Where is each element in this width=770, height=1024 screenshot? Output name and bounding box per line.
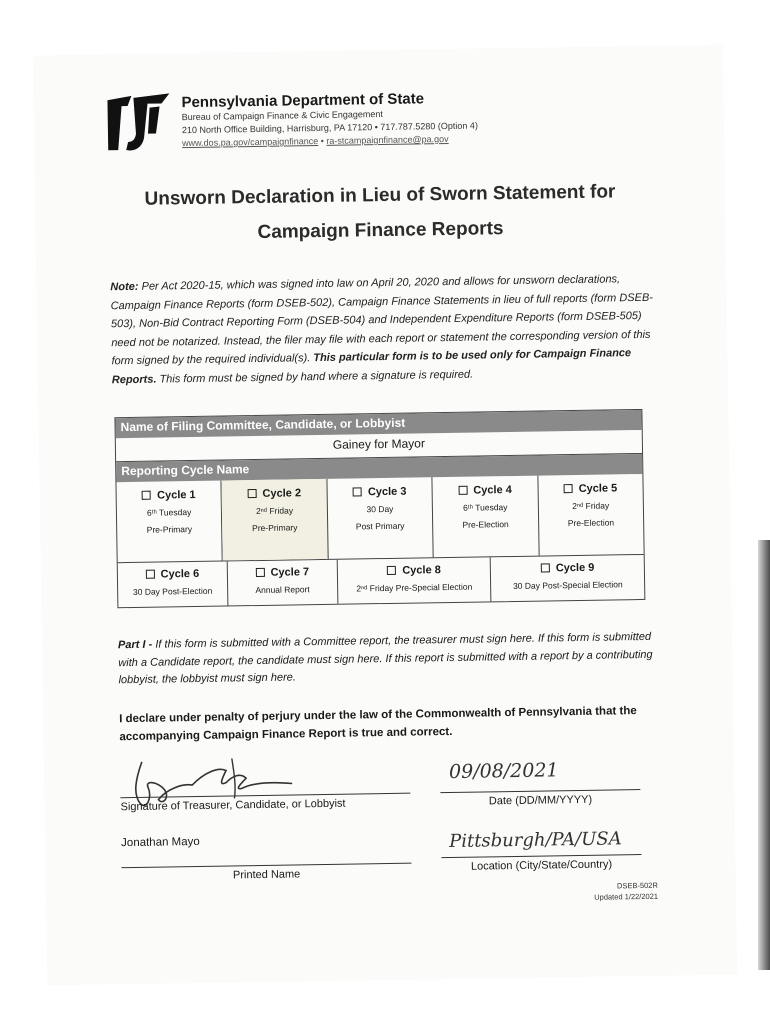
cycle-1-desc-1: 6ᵗʰ Tuesday	[146, 507, 192, 518]
printed-name-field[interactable]	[121, 833, 412, 884]
form-updated: Updated 1/22/2021	[594, 891, 659, 902]
cycle-4-label: Cycle 4	[473, 484, 512, 497]
cycle-5-label: Cycle 5	[578, 482, 618, 495]
cycle-3-desc-2: Post Primary	[355, 520, 405, 532]
filing-name-field[interactable]: Gainey for Mayor	[116, 430, 642, 462]
printed-name-label: Printed Name	[232, 868, 301, 882]
note-paragraph	[110, 270, 657, 390]
cycle-7-cell	[228, 560, 339, 606]
email-link[interactable]: ra-stcampaignfinance@pa.gov	[326, 133, 449, 146]
printed-name-value: Jonathan Mayo	[121, 835, 200, 850]
cycle-2-label: Cycle 2	[262, 487, 302, 500]
reporting-table	[114, 409, 645, 608]
pa-department-logo	[103, 93, 174, 154]
cycle-4-checkbox[interactable]	[458, 486, 467, 495]
cycle-row-1	[116, 474, 643, 563]
cycle-7-label: Cycle 7	[270, 566, 310, 579]
signature-field[interactable]	[120, 793, 410, 814]
cycle-5-checkbox[interactable]	[564, 484, 573, 493]
cycle-3-cell	[327, 477, 434, 559]
location-label: Location (City/State/Country)	[470, 858, 613, 873]
cycle-9-cell	[491, 555, 644, 601]
cycle-8-cell	[338, 557, 492, 603]
bureau-name: Bureau of Campaign Finance & Civic Engagement	[181, 108, 383, 123]
note-label: Note:	[110, 280, 139, 294]
cycle-2-cell	[222, 479, 329, 561]
date-label: Date (DD/MM/YYYY)	[488, 793, 593, 808]
cycle-9-desc: 30 Day Post-Special Election	[512, 579, 623, 591]
part-1-text: If this form is submitted with a Committee report, the treasurer must sign here. If this form is submitted with a Candidate report, the candidate must sign here. If this report is submitted with a report by a contributing lobbyist, the lobbyist must sign here.	[118, 630, 653, 687]
cycle-9-label: Cycle 9	[555, 561, 595, 575]
cycle-3-desc-1: 30 Day	[366, 503, 394, 515]
form-title-line-1: Unsworn Declaration in Lieu of Sworn Statement for	[144, 181, 616, 210]
cycle-2-desc-1: 2ⁿᵈ Friday	[255, 505, 294, 517]
declaration-text: I declare under penalty of perjury under the law of the Commonwealth of Pennsylvania that the accompanying Campaign Finance Report is true and correct.	[119, 705, 637, 744]
cycle-4-cell	[433, 476, 540, 558]
org-links: www.dos.pa.gov/campaignfinance • ra-stcampaignfinance@pa.gov	[182, 133, 449, 149]
cycle-5-cell	[538, 474, 644, 556]
scan-edge-shadow	[758, 540, 770, 970]
location-handwritten: Pittsburgh/PA/USA	[448, 828, 622, 853]
note-text: Per Act 2020-15, which was signed into law on April 20, 2020 and allows for unsworn declarations, Campaign Finance Reports (form DSEB-502), Campaign Finance Statements in lieu of full reports (form DSEB-503), Non-Bid Contract Reporting Form (DSEB-504) and Independent Expenditure Reports (form DSEB-505) need not be notarized. Instead, the filer may file with each report or statement the corresponding version of this form signed by the required individual(s).	[110, 273, 653, 368]
part-1-paragraph	[118, 629, 659, 690]
cycle-5-desc-1: 2ⁿᵈ Friday	[572, 500, 610, 512]
cycle-6-checkbox[interactable]	[146, 570, 155, 579]
cycle-7-checkbox[interactable]	[255, 568, 264, 577]
cycle-7-desc: Annual Report	[255, 584, 310, 596]
cycle-1-checkbox[interactable]	[142, 491, 151, 500]
form-footer	[594, 880, 658, 903]
cycle-2-desc-2: Pre-Primary	[252, 522, 298, 534]
org-block	[181, 89, 478, 150]
cycle-1-label: Cycle 1	[157, 488, 196, 502]
cycle-8-label: Cycle 8	[402, 564, 441, 577]
note-bold-text: This particular form is to be used only for Campaign Finance Reports.	[111, 347, 632, 386]
part-1-label: Part I -	[117, 638, 153, 652]
date-field[interactable]	[440, 789, 640, 808]
form-id: DSEB-502R	[616, 880, 658, 891]
cycle-row-2	[118, 555, 645, 607]
cycle-5-desc-2: Pre-Election	[567, 517, 615, 529]
cycle-1-cell	[116, 481, 223, 563]
cycle-6-cell	[118, 561, 229, 607]
date-handwritten: 09/08/2021	[448, 759, 559, 784]
cycle-4-desc-2: Pre-Election	[462, 519, 509, 530]
cycle-header: Reporting Cycle Name	[116, 454, 642, 482]
cycle-1-desc-2: Pre-Primary	[146, 524, 193, 535]
signature-label: Signature of Treasurer, Candidate, or Lobbyist	[120, 797, 346, 814]
cycle-2-checkbox[interactable]	[247, 489, 256, 498]
form-title-line-2: Campaign Finance Reports	[257, 218, 504, 243]
cycle-8-checkbox[interactable]	[387, 566, 396, 575]
cycle-3-label: Cycle 3	[367, 485, 407, 499]
cycle-6-label: Cycle 6	[160, 567, 200, 581]
note-tail: This form must be signed by hand where a signature is required.	[159, 368, 474, 386]
cycle-6-desc: 30 Day Post-Election	[132, 585, 213, 597]
website-link[interactable]: www.dos.pa.gov/campaignfinance	[182, 136, 319, 149]
cycle-9-checkbox[interactable]	[541, 563, 550, 572]
org-name: Pennsylvania Department of State	[181, 90, 425, 112]
filing-name-header: Name of Filing Committee, Candidate, or Lobbyist	[115, 410, 641, 438]
org-address: 210 North Office Building, Harrisburg, PA 17120 • 717.787.5280 (Option 4)	[181, 120, 478, 136]
location-field[interactable]	[441, 854, 641, 873]
document-page	[33, 45, 738, 986]
cycle-3-checkbox[interactable]	[353, 487, 362, 496]
cycle-4-desc-1: 6ᵗʰ Tuesday	[463, 502, 508, 513]
cycle-8-desc: 2ⁿᵈ Friday Pre-Special Election	[356, 581, 473, 594]
